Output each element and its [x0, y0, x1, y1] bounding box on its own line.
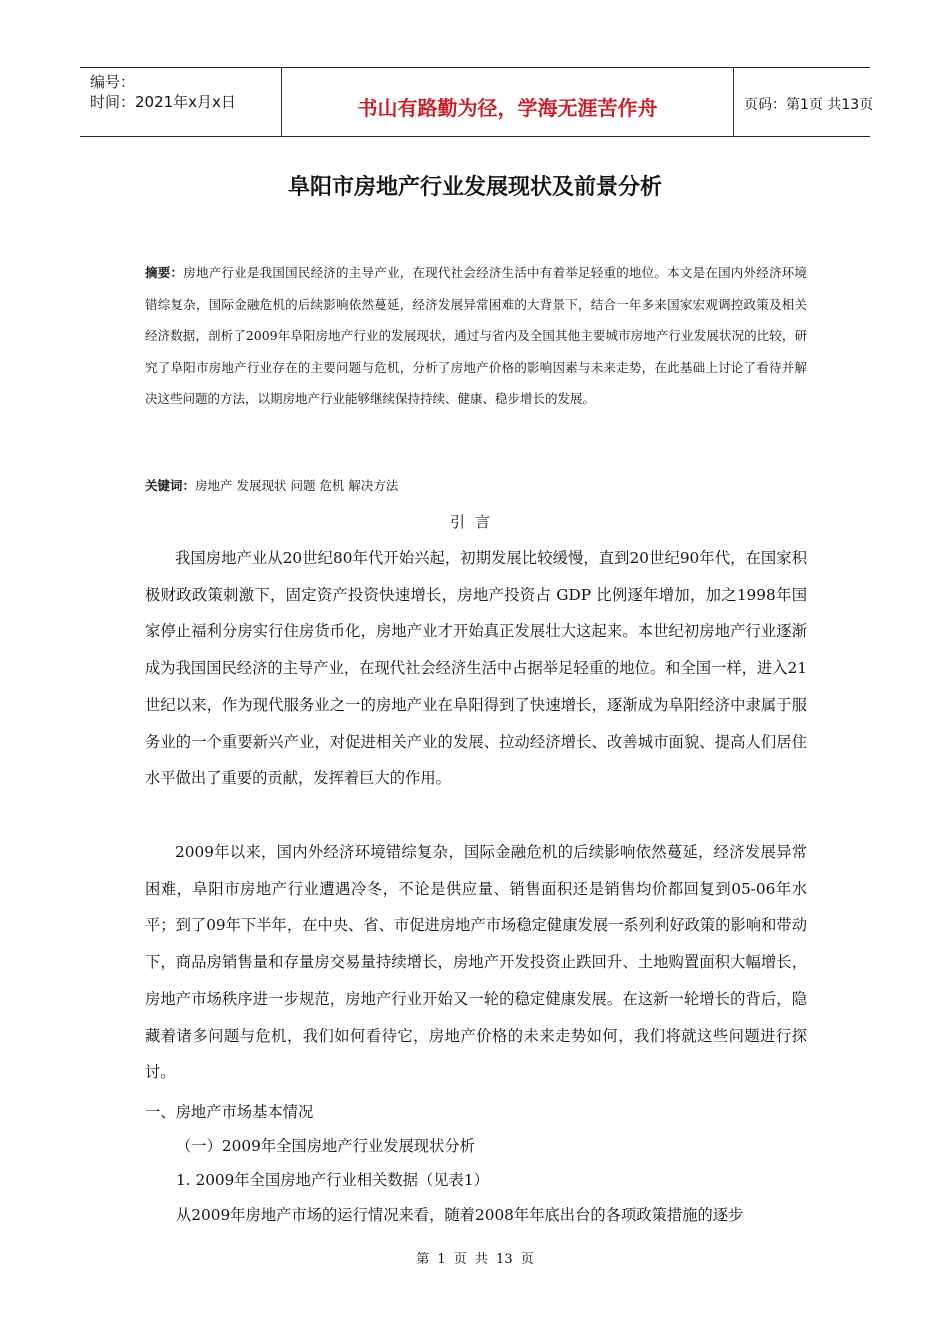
- abstract: [145, 257, 807, 415]
- page-footer: 第 1 页 共 13 页: [416, 1252, 534, 1267]
- abstract-label: 摘要：: [145, 265, 184, 280]
- section-heading-1: 一、房地产市场基本情况: [145, 1103, 314, 1121]
- header-table: [80, 67, 874, 137]
- keywords: [145, 476, 398, 496]
- document-title: 阜阳市房地产行业发展现状及前景分析: [287, 175, 662, 200]
- document-number-label: 编号：: [90, 73, 136, 91]
- header-page-info: 页码：第1页 共13页: [744, 97, 874, 113]
- subsubsection-heading-1: 1. 2009年全国房地产行业相关数据（见表1）: [176, 1171, 489, 1189]
- header-motto: 书山有路勤为径，学海无涯苦作舟: [282, 68, 734, 136]
- header-info-cell: [80, 68, 282, 136]
- intro-heading: 引言: [449, 513, 500, 531]
- paragraph-section-1: 从2009年房地产市场的运行情况来看，随着2008年年底出台的各项政策措施的逐步: [176, 1206, 744, 1224]
- subsection-heading-1: （一）2009年全国房地产行业发展现状分析: [176, 1137, 475, 1155]
- keywords-label: 关键词：: [145, 478, 196, 493]
- paragraph-intro-1: 我国房地产业从20世纪80年代开始兴起，初期发展比较缓慢，直到20世纪90年代，在国家积极财政政策刺激下，固定资产投资快速增长，房地产投资占 GDP 比例逐年增加，加之1998年国家停止福利分房实行住房货币化，房地产业才开始真正发展壮大这起来。本世纪初房地产行业逐渐成为我国国民经济的主导产业，在现代社会经济生活中占据举足轻重的地位。和全国一样，进入21世纪以来，作为现代服务业之一的房地产业在阜阳得到了快速增长，逐渐成为阜阳经济中隶属于服务业的一个重要新兴产业，对促进相关产业的发展、拉动经济增长、改善城市面貌、提高人们居住水平做出了重要的贡献，发挥着巨大的作用。: [145, 549, 807, 788]
- keywords-text: 房地产 发展现状 问题 危机 解决方法: [195, 478, 399, 493]
- abstract-text: 房地产行业是我国国民经济的主导产业，在现代社会经济生活中有着举足轻重的地位。本文是在国内外经济环境错综复杂，国际金融危机的后续影响依然蔓延，经济发展异常困难的大背景下，结合一年多来国家宏观调控政策及相关经济数据，剖析了2009年阜阳房地产行业的发展现状，通过与省内及全国其他主要城市房地产行业发展状况的比较，研究了阜阳市房地产行业存在的主要问题与危机，分析了房地产价格的影响因素与未来走势，在此基础上讨论了看待并解决这些问题的方法，以期房地产行业能够继续保持持续、健康、稳步增长的发展。: [145, 265, 807, 406]
- document-time-label: 时间：2021年x月x日: [90, 93, 236, 111]
- paragraph-intro-2: 2009年以来，国内外经济环境错综复杂，国际金融危机的后续影响依然蔓延，经济发展异常困难，阜阳市房地产行业遭遇冷冬，不论是供应量、销售面积还是销售均价都回复到05-06年水平；到了09年下半年，在中央、省、市促进房地产市场稳定健康发展一系列利好政策的影响和带动下，商品房销售量和存量房交易量持续增长，房地产开发投资止跌回升、土地购置面积大幅增长，房地产市场秩序进一步规范，房地产行业开始又一轮的稳定健康发展。在这新一轮增长的背后，隐藏着诸多问题与危机，我们如何看待它，房地产价格的未来走势如何，我们将就这些问题进行探讨。: [145, 843, 807, 1082]
